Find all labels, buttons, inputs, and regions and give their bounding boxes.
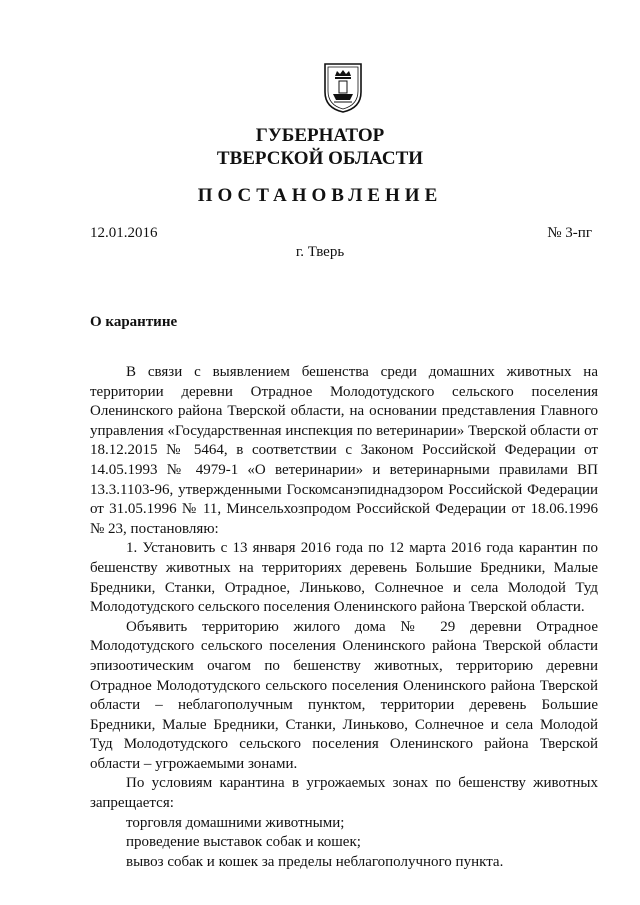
prohibition-item: вывоз собак и кошек за пределы неблагополучного пункта.: [126, 853, 504, 870]
document-type: ПОСТАНОВЛЕНИЕ: [197, 185, 443, 206]
document-body: [90, 363, 598, 872]
paragraph-preamble: В связи с выявлением бешенства среди домашних животных на территории деревни Отрадное Молодотудского сельского поселения Оленинского района Тверской области, на основании представления Главного управления «Государственная инспекция по ветеринарии» Тверской области от 18.12.2015 № 5464, в соответствии с Законом Российской Федерации от 14.05.1993 № 4979-1 «О ветеринарии» и ветеринарными правилами ВП 13.3.1103-96, утвержденными Госкомсанэпиднадзором Российской Федерации от 31.05.1996 № 11, Минсельхозпродом Российской Федерации от 18.06.1996 № 23, постановляю:: [90, 364, 598, 537]
document-subject: О карантине: [90, 314, 178, 330]
paragraph-declare: Объявить территорию жилого дома № 29 деревни Отрадное Молодотудского сельского поселения Оленинского района Тверской области эпизоотическим очагом по бешенству животных, территорию деревни Отрадное Молодотудского сельского поселения Оленинского района Тверской области – неблагополучным пунктом, территории деревень Большие Бредники, Малые Бредники, Станки, Линьково, Солнечное и села Молодой Туд Молодотудского сельского поселения Оленинского района Тверской области – угрожаемыми зонами.: [90, 618, 598, 772]
paragraph-prohibitions: По условиям карантина в угрожаемых зонах по бешенству животных запрещается:: [90, 775, 598, 812]
prohibition-item: торговля домашними животными;: [126, 814, 345, 831]
region-title: ТВЕРСКОЙ ОБЛАСТИ: [216, 148, 424, 169]
document-number: № 3-пг: [547, 225, 592, 241]
document-city: г. Тверь: [295, 244, 345, 260]
document-date: 12.01.2016: [90, 225, 158, 241]
governor-title: ГУБЕРНАТОР: [255, 125, 385, 146]
coat-of-arms-icon: [323, 62, 363, 114]
paragraph-item-1: 1. Установить с 13 января 2016 года по 12 марта 2016 года карантин по бешенству животных на территориях деревень Большие Бредники, Малые Бредники, Станки, Отрадное, Линьково, Солнечное и села Молодой Туд Молодотудского сельского поселения Оленинского района Тверской области.: [90, 540, 598, 616]
prohibition-item: проведение выставок собак и кошек;: [126, 834, 361, 851]
